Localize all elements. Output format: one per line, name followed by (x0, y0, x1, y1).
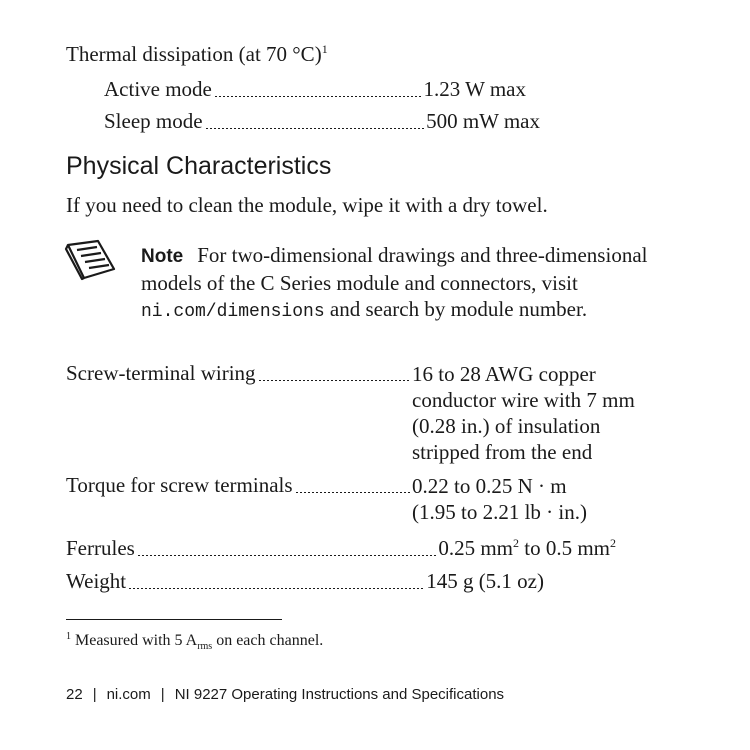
note-block (141, 242, 681, 325)
footnote-number: 1 (66, 631, 71, 642)
dot-leader (258, 380, 410, 381)
footer-separator: | (160, 686, 165, 703)
dot-leader (295, 492, 410, 493)
footnote (66, 632, 323, 650)
spec-row-active-mode (104, 77, 526, 102)
screw-wiring-line: stripped from the end (412, 440, 593, 464)
footnote-text-end: on each channel. (212, 632, 324, 649)
torque-line: 0.22 to 0.25 N · m (412, 474, 567, 498)
ferrules-value-min: 0.25 mm (438, 536, 513, 560)
ferrules-exponent: 2 (610, 536, 616, 550)
thermal-dissipation-title (66, 42, 328, 67)
spec-value-torque (412, 473, 587, 525)
spec-row-torque (66, 473, 412, 498)
dot-leader (128, 588, 424, 589)
screw-wiring-line: conductor wire with 7 mm (412, 388, 635, 412)
spec-label-active-mode: Active mode (104, 77, 212, 101)
spec-value-screw-wiring (412, 361, 635, 465)
dot-leader (214, 96, 422, 97)
ferrules-exponent: 2 (512, 536, 519, 550)
footnote-text: Measured with 5 A (75, 632, 198, 649)
footnote-divider (66, 619, 282, 620)
spec-label-torque: Torque for screw terminals (66, 473, 293, 497)
footer-separator: | (92, 686, 97, 703)
spec-value-active-mode: 1.23 W max (423, 77, 526, 101)
spec-row-sleep-mode (104, 109, 540, 134)
footer-site: ni.com (106, 686, 151, 703)
spec-label-sleep-mode: Sleep mode (104, 109, 203, 133)
thermal-title-text: Thermal dissipation (at 70 °C) (66, 42, 322, 66)
spec-value-ferrules (438, 536, 616, 561)
spec-label-weight: Weight (66, 569, 127, 593)
footer-doc-title: NI 9227 Operating Instructions and Specifications (174, 686, 505, 703)
spec-row-weight (66, 569, 544, 594)
spec-row-ferrules (66, 536, 616, 561)
note-text-end: and search by module number. (329, 297, 588, 321)
ferrules-value-max: to 0.5 mm (518, 536, 610, 560)
footnote-subscript: rms (197, 641, 213, 652)
dot-leader (137, 555, 436, 556)
spec-label-ferrules: Ferrules (66, 536, 135, 560)
torque-line: (1.95 to 2.21 lb · in.) (412, 500, 587, 524)
dimensions-link[interactable]: ni.com/dimensions (141, 302, 325, 322)
page-number: 22 (66, 686, 83, 703)
spec-label-screw-wiring: Screw-terminal wiring (66, 361, 256, 385)
screw-wiring-line: 16 to 28 AWG copper (412, 362, 596, 386)
note-text: For two-dimensional drawings and three-dimensional models of the C Series module and connectors, visit (141, 243, 648, 295)
spec-value-sleep-mode: 500 mW max (426, 109, 540, 133)
note-icon (64, 238, 118, 282)
clean-instruction: If you need to clean the module, wipe it with a dry towel. (66, 193, 548, 217)
dot-leader (205, 128, 425, 129)
note-label: Note (141, 246, 184, 267)
section-heading-physical: Physical Characteristics (66, 152, 332, 180)
page-footer (66, 686, 504, 703)
spec-value-weight: 145 g (5.1 oz) (426, 569, 544, 593)
spec-row-screw-wiring (66, 361, 412, 386)
screw-wiring-line: (0.28 in.) of insulation (412, 414, 601, 438)
footnote-ref: 1 (321, 42, 328, 56)
